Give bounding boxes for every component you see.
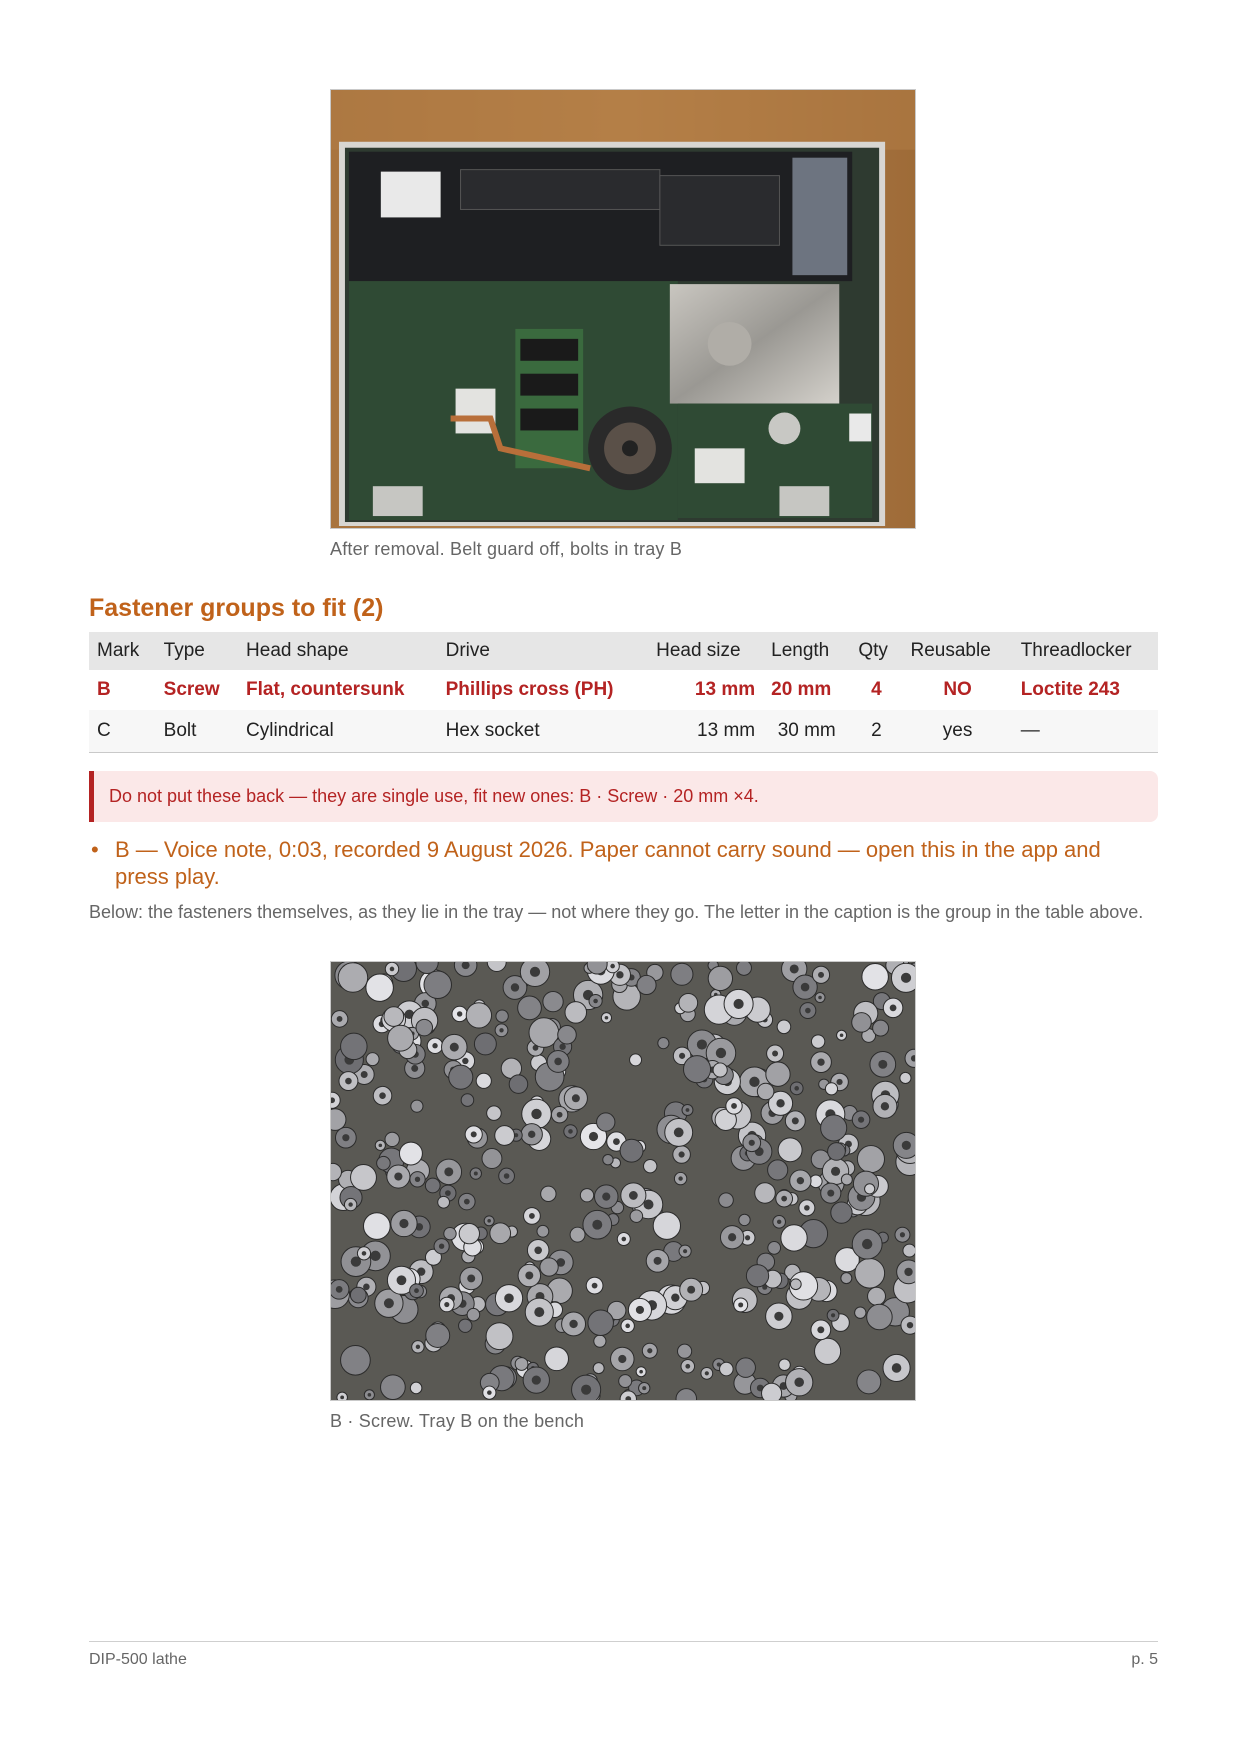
cell-head-shape: Flat, countersunk xyxy=(246,679,405,700)
cell-length: 20 mm xyxy=(771,679,832,700)
cell-mark: B xyxy=(97,679,111,700)
figure-caption: B · Screw. Tray B on the bench xyxy=(330,1411,585,1431)
cell-mark: C xyxy=(89,710,156,752)
cell-threadlocker: Loctite 243 xyxy=(1020,679,1120,700)
cell-head-size: 13 mm xyxy=(694,679,756,700)
footer-page-number: p. 5 xyxy=(1131,1651,1158,1668)
col-reusable: Reusable xyxy=(902,632,1012,670)
single-use-warning: Do not put these back — they are single use, fit new ones: B · Screw · 20 mm ×4. xyxy=(89,771,1158,822)
cell-qty: 2 xyxy=(850,710,902,752)
cell-head-shape: Cylindrical xyxy=(238,710,438,752)
cell-drive: Hex socket xyxy=(438,710,648,752)
voice-note-item[interactable] xyxy=(89,836,1158,890)
laptop-internals-photo xyxy=(330,89,916,529)
cell-type: Bolt xyxy=(156,710,238,752)
col-mark: Mark xyxy=(89,632,156,670)
cell-drive: Phillips cross (PH) xyxy=(445,679,614,700)
col-threadlocker: Threadlocker xyxy=(1013,632,1158,670)
footer-divider xyxy=(89,1641,1158,1642)
figure-after-removal xyxy=(330,89,916,560)
footer-document-title: DIP-500 lathe xyxy=(89,1651,187,1668)
col-qty: Qty xyxy=(850,632,902,670)
cell-head-size: 13 mm xyxy=(648,710,763,752)
cell-length: 30 mm xyxy=(763,710,850,752)
cell-type: Screw xyxy=(163,679,220,700)
col-drive: Drive xyxy=(438,632,648,670)
table-row xyxy=(89,670,1158,710)
bullet-icon: • xyxy=(91,837,99,862)
col-head-shape: Head shape xyxy=(238,632,438,670)
cell-reusable: NO xyxy=(943,679,972,700)
screw-tray-photo xyxy=(330,961,916,1401)
figure-caption: After removal. Belt guard off, bolts in tray B xyxy=(330,539,683,559)
table-row xyxy=(89,710,1158,752)
cell-reusable: yes xyxy=(902,710,1012,752)
col-type: Type xyxy=(156,632,238,670)
col-length: Length xyxy=(763,632,850,670)
voice-note-text: B — Voice note, 0:03, recorded 9 August 2026. Paper cannot carry sound — open this in the app and press play. xyxy=(115,837,1101,889)
cell-qty: 4 xyxy=(871,679,882,700)
tray-note: Below: the fasteners themselves, as they lie in the tray — not where they go. The letter in the caption is the group in the table above. xyxy=(89,902,1144,922)
col-head-size: Head size xyxy=(648,632,763,670)
table-header-row xyxy=(89,632,1158,670)
fastener-table xyxy=(89,632,1158,753)
cell-threadlocker: — xyxy=(1013,710,1158,752)
section-title: Fastener groups to fit (2) xyxy=(89,594,384,622)
figure-screw-tray xyxy=(330,961,916,1432)
